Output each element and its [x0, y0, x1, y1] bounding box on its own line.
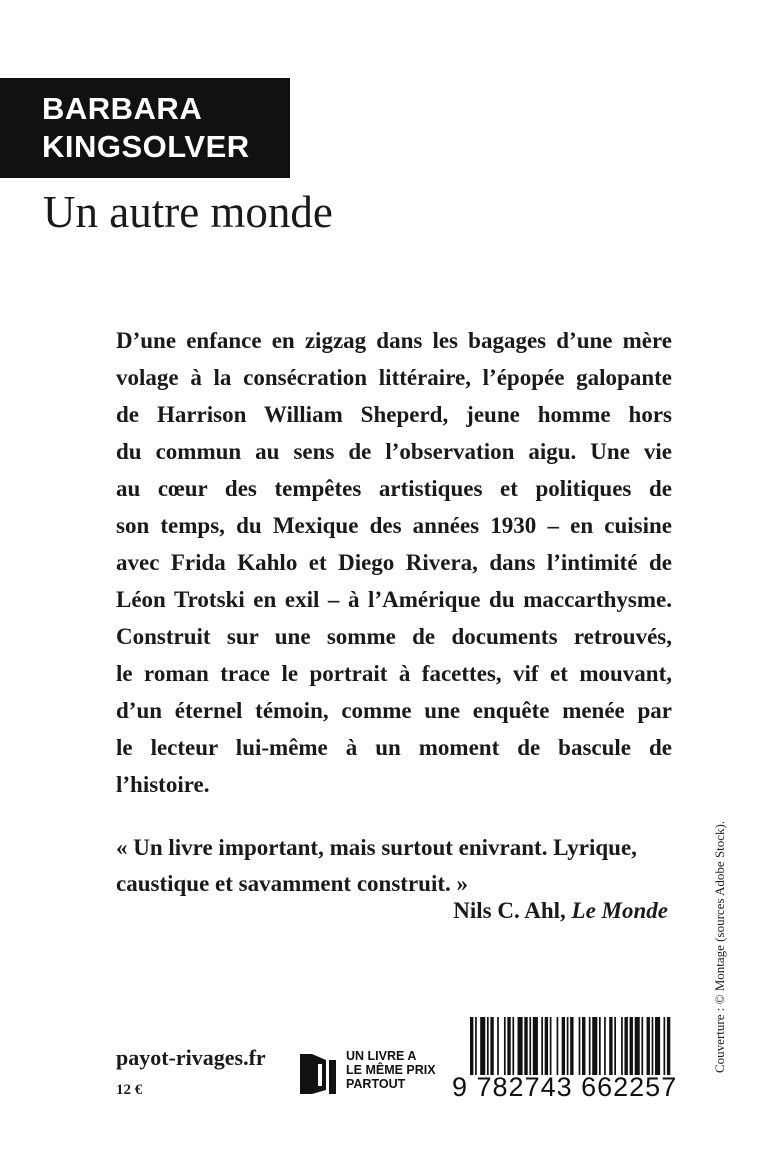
- barcode-number: 9 782743 662257: [452, 1072, 678, 1102]
- barcode-bar: [545, 1017, 548, 1075]
- barcode-bar: [570, 1017, 573, 1075]
- blurb-line: son temps, du Mexique des années 1930 – en cuisine: [116, 513, 672, 538]
- barcode-bar: [621, 1017, 623, 1075]
- blurb-line: de Harrison William Sheperd, jeune homme hors: [116, 402, 672, 427]
- prix-line: LE MÊME PRIX: [346, 1063, 436, 1077]
- barcode-bar: [635, 1017, 640, 1075]
- barcode: [470, 1017, 672, 1075]
- barcode-bar: [624, 1017, 627, 1075]
- blurb-line: Léon Trotski en exil – à l’Amérique du maccarthysme.: [116, 587, 672, 612]
- barcode-bar: [647, 1017, 650, 1075]
- blurb-line: avec Frida Kahlo et Diego Rivera, dans l’intimité de: [116, 550, 672, 575]
- barcode-bar: [533, 1017, 538, 1075]
- barcode-bar: [582, 1017, 585, 1075]
- barcode-bar: [504, 1017, 506, 1075]
- barcode-bar: [592, 1017, 597, 1075]
- cover-credit: Couverture : © Montage (sources Adobe Stock).: [712, 820, 727, 1073]
- author-first-name: BARBARA: [42, 91, 203, 126]
- barcode-bar: [599, 1017, 601, 1075]
- author-last-name: KINGSOLVER: [42, 129, 250, 164]
- blurb-line: Construit sur une somme de documents retrouvés,: [116, 624, 672, 649]
- blurb-line: le lecteur lui-même à un moment de bascule de: [116, 735, 672, 760]
- quote-attribution: [453, 898, 668, 924]
- barcode-bar: [609, 1017, 612, 1075]
- barcode-bar: [512, 1017, 514, 1075]
- blurb-line: l’histoire.: [116, 772, 210, 797]
- barcode-bar: [641, 1017, 643, 1075]
- quote-source: Le Monde: [571, 898, 668, 923]
- barcode-bar: [562, 1017, 565, 1075]
- quote-line: caustique et savamment construit. »: [116, 871, 468, 896]
- blurb-line: le roman trace le portrait à facettes, vif et mouvant,: [116, 661, 672, 686]
- barcode-bar: [487, 1017, 489, 1075]
- book-price-logo-icon: [296, 1050, 340, 1098]
- book-title: Un autre monde: [43, 187, 333, 237]
- barcode-bar: [497, 1017, 499, 1075]
- barcode-bar: [470, 1017, 473, 1075]
- barcode-bar: [541, 1017, 543, 1075]
- barcode-bar: [655, 1017, 660, 1075]
- barcode-bar: [614, 1017, 616, 1075]
- barcode-bar: [630, 1017, 633, 1075]
- prix-line: PARTOUT: [346, 1077, 406, 1091]
- author-banner: [0, 78, 290, 178]
- prix-line: UN LIVRE A: [346, 1049, 417, 1063]
- barcode-bar: [529, 1017, 531, 1075]
- barcode-bar: [518, 1017, 523, 1075]
- barcode-bar: [490, 1017, 493, 1075]
- barcode-bar: [475, 1017, 477, 1075]
- blurb-line: D’une enfance en zigzag dans les bagages d’une mère: [116, 328, 672, 353]
- barcode-bar: [667, 1017, 670, 1075]
- barcode-bar: [480, 1017, 485, 1075]
- barcode-bar: [524, 1017, 527, 1075]
- barcode-bar: [507, 1017, 510, 1075]
- blurb-line: volage à la consécration littéraire, l’épopée galopante: [116, 365, 672, 390]
- barcode-bar: [550, 1017, 552, 1075]
- barcode-bar: [664, 1017, 666, 1075]
- barcode-bar: [652, 1017, 654, 1075]
- barcode-bar: [579, 1017, 581, 1075]
- press-quote: [116, 830, 672, 902]
- blurb-line: d’un éternel témoin, comme une enquête menée par: [116, 698, 672, 723]
- blurb-line: du commun au sens de l’observation aigu. Une vie: [116, 439, 672, 464]
- price: 12 €: [116, 1082, 143, 1098]
- barcode-bar: [589, 1017, 591, 1075]
- quote-line: « Un livre important, mais surtout enivrant. Lyrique,: [116, 835, 637, 860]
- blurb-line: au cœur des tempêtes artistiques et politiques de: [116, 476, 672, 501]
- barcode-bar: [567, 1017, 569, 1075]
- prix-unique-label: [346, 1049, 436, 1091]
- publisher-website: payot-rivages.fr: [116, 1045, 266, 1070]
- barcode-bar: [557, 1017, 559, 1075]
- barcode-bar: [604, 1017, 606, 1075]
- back-cover-blurb: [116, 322, 672, 803]
- quote-author: Nils C. Ahl,: [453, 898, 572, 923]
